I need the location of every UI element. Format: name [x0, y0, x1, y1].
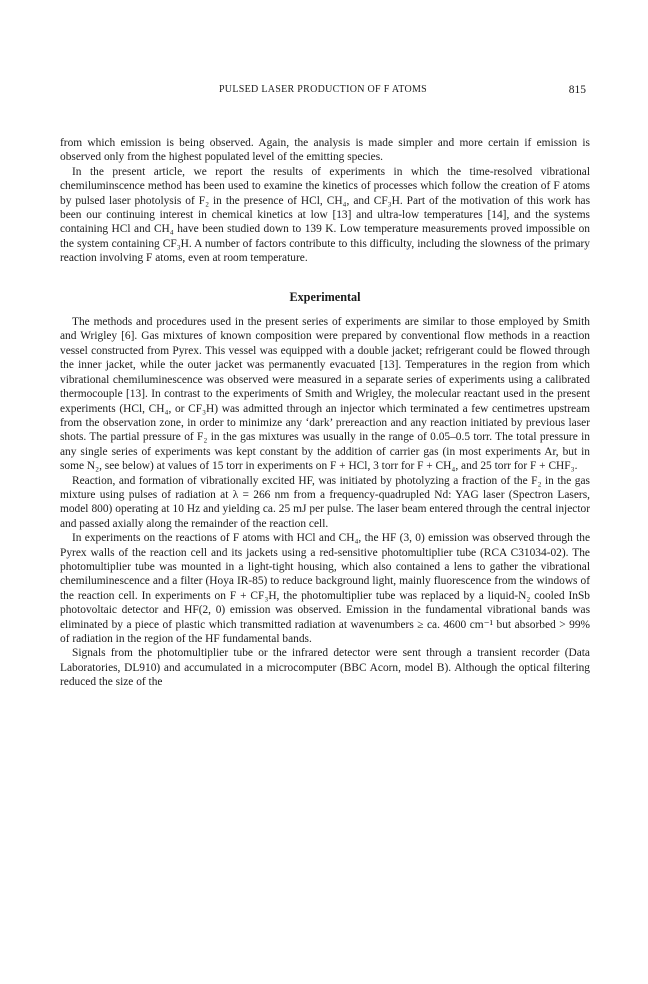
- page-body: [60, 136, 590, 690]
- running-head: PULSED LASER PRODUCTION OF F ATOMS: [218, 84, 428, 95]
- paragraph: The methods and procedures used in the present series of experiments are similar to those employed by Smith and Wrigley [6]. Gas mixtures of known composition were prepared by conventional flow methods in a reaction vessel constructed from Pyrex. This vessel was equipped with a double jacket; refrigerant could be flowed through the inner jacket, while the outer jacket was permanently evacuated [13]. Temperatures in the region from which vibrational chemiluminescence was observed were measured in a separate series of experiments using a calibrated thermocouple [13]. In contrast to the experiments of Smith and Wrigley, the molecular reactant used in the present experiments (HCl, CH₄, or CF₃H) was admitted through an injector which terminated a few centimetres upstream from the observation zone, in order to minimize any ‘dark’ prereaction and any reaction initiated by previous laser shots. The partial pressure of F₂ in the gas mixtures was usually in the range of 0.05–0.5 torr. The total pressure in any single series of experiments was kept constant by the addition of carrier gas (in most experiments Ar, but in some N₂, see below) at values of 15 torr in experiments on F + HCl, 3 torr for F + CH₄, and 25 torr for F + CHF₃.: [60, 316, 590, 473]
- paragraph: Signals from the photomultiplier tube or the infrared detector were sent through a transient recorder (Data Laboratories, DL910) and accumulated in a microcomputer (BBC Acorn, model B). Although the optical filtering reduced the size of the: [60, 647, 590, 689]
- paragraph: In the present article, we report the results of experiments in which the time-resolved vibrational chemiluminscence method has been used to examine the kinetics of processes which follow the creation of F atoms by pulsed laser photolysis of F₂ in the presence of HCl, CH₄, and CF₃H. Part of the motivation of this work has been our continuing interest in chemical kinetics at low [13] and ultra-low temperatures [14], and the systems containing HCl and CH₄ have been studied down to 139 K. Low temperature measurements proved impossible on the system containing CF₃H. A number of factors contribute to this difficulty, including the slowness of the primary reaction involving F atoms, even at room temperature.: [60, 165, 590, 265]
- paragraph: In experiments on the reactions of F atoms with HCl and CH₄, the HF (3, 0) emission was observed through the Pyrex walls of the reaction cell and its jackets using a red-sensitive photomultiplier tube (RCA C31034-02). The photomultiplier tube was mounted in a light-tight housing, which also contained a lens to gather the vibrational chemiluminescence and a filter (Hoya IR-85) to reduce background light, mainly fluorescence from the windows of the reaction cell. In experiments on F + CF₃H, the photomultiplier tube was replaced by a liquid-N₂ cooled InSb photovoltaic detector and HF(2, 0) emission was observed. Emission in the fundamental vibrational bands was eliminated by a piece of plastic which transmitted radiation at wavenumbers ≥ ca. 4600 cm⁻¹ but absorbed > 99% of radiation in the region of the HF fundamental bands.: [60, 532, 590, 645]
- paragraph: Reaction, and formation of vibrationally excited HF, was initiated by photolyzing a fraction of the F₂ in the gas mixture using pulses of radiation at λ = 266 nm from a frequency-quadrupled Nd: YAG laser (Spectron Lasers, model 800) operating at 10 Hz and yielding ca. 25 mJ per pulse. The laser beam entered through the central injector and passed axially along the remainder of the reaction cell.: [60, 474, 590, 530]
- paragraph: from which emission is being observed. Again, the analysis is made simpler and more certain if emission is observed only from the highest populated level of the emitting species.: [60, 137, 590, 164]
- section-heading: Experimental: [289, 289, 361, 304]
- page-header: [60, 84, 586, 98]
- page-number: 815: [568, 84, 586, 96]
